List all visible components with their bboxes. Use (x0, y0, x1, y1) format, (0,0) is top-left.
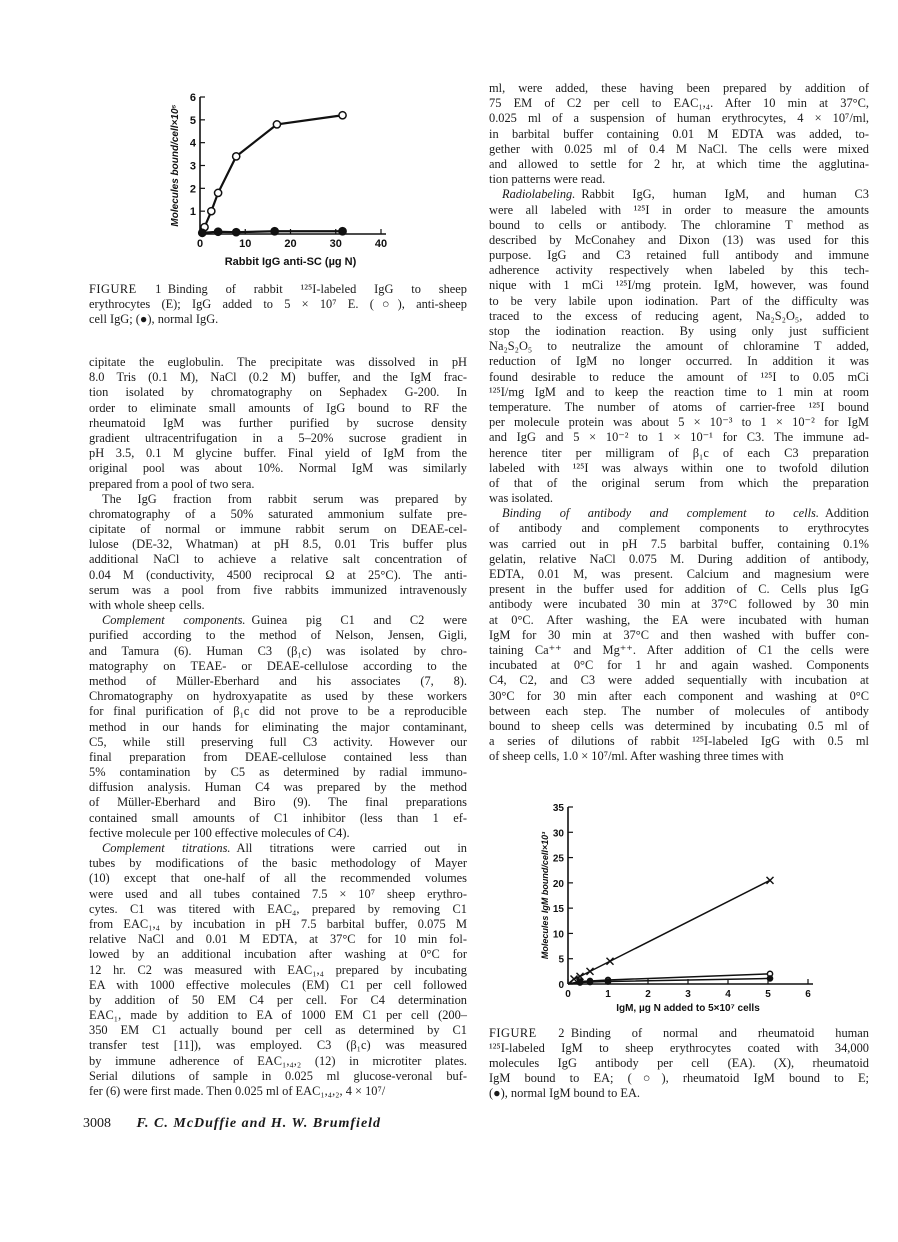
y-axis-label: Molecules bound/cell×10⁵ (170, 104, 181, 227)
line-text: 0.04 M (conductivity, 4500 reciprocal Ω at 25°C). The anti- (89, 567, 467, 582)
text-line (489, 248, 869, 263)
line-text: 5% contamination by C5 as determined by radial immuno- (89, 765, 467, 780)
text-line (489, 689, 869, 704)
y-tick-label: 20 (552, 878, 564, 890)
running-authors: F. C. McDuffie and H. W. Brumfield (136, 1116, 382, 1131)
text-line (489, 309, 869, 324)
text-line (89, 1008, 467, 1023)
data-point-filled-circle (271, 228, 278, 235)
line-text: antibody were incubated 30 min at 37°C followed by 30 min (489, 597, 869, 612)
text-line (89, 431, 467, 446)
text-line (489, 187, 869, 202)
line-text: described by McConahey and Dixon (13) was used for this (489, 232, 869, 247)
line-text: EA with 1000 effective molecules (EM) C1 per cell followed (89, 977, 467, 992)
line-text: by immune adherence of EAC₁,₄,₂ (12) in microtiter plates. (89, 1053, 467, 1068)
line-text: Addition (824, 506, 869, 521)
line-text: order to eliminate small amounts of IgG bound to RF the (89, 400, 467, 415)
y-tick-label: 5 (189, 114, 196, 127)
text-line (489, 339, 869, 354)
x-tick-label: 5 (765, 989, 771, 1000)
figure-1-caption (89, 282, 467, 327)
text-line (489, 157, 869, 172)
x-tick-label: 0 (196, 238, 204, 250)
text-line (89, 978, 467, 993)
line-text: of sheep cells, 1.0 × 10⁷/ml. After washing three times with (489, 749, 784, 764)
text-line (89, 689, 467, 704)
chart-2 (540, 803, 813, 1014)
data-point-open-circle (339, 112, 346, 119)
text-line (489, 354, 869, 369)
text-line (89, 720, 467, 735)
line-text: All titrations were carried out in (236, 841, 467, 855)
line-text: lowed by an additional incubation after washing at 0°C for (89, 947, 467, 962)
line-text: Serial dilutions of sample in 0.025 ml glucose-veronal buf- (89, 1068, 467, 1083)
x-tick-label: 3 (685, 989, 691, 1000)
data-point-filled-circle (767, 976, 772, 981)
text-line (489, 582, 869, 597)
text-line (89, 370, 467, 385)
line-text: reduction of IgM no longer occurred. In addition it was (489, 354, 869, 369)
text-line (89, 522, 467, 537)
line-text: Chromatography on hydroxyapatite as used by these workers (89, 689, 467, 704)
line-text: tion isolated by chromatography on Sephadex G-200. In (89, 385, 467, 400)
caption-text: ¹²⁵I-labeled IgM to sheep erythrocytes coated with 34,000 (489, 1041, 869, 1055)
y-tick-label: 3 (189, 160, 196, 173)
text-line (489, 506, 869, 521)
text-line (89, 355, 467, 370)
series-line-rheumatoid-IgM-bound-to-EA (568, 880, 770, 984)
text-line (489, 385, 869, 400)
figure-label: FIGURE 2 (489, 1026, 565, 1040)
line-text: pH 3.5, 0.1 M glycine buffer. Final yield of IgM from the (89, 446, 467, 461)
line-text: gether with 0.025 ml of 0.4 M NaCl. The cells were mixed (489, 141, 869, 156)
line-text: lulose (DE-32, Whatman) at pH 8.5, 0.01 Tris buffer plus (89, 537, 467, 552)
x-tick-label: 6 (805, 989, 811, 1000)
data-point-x-marker (767, 877, 774, 884)
caption-line (89, 297, 467, 312)
y-tick-label: 5 (558, 954, 564, 966)
line-text: were all labeled with ¹²⁵I in order to measure the amounts (489, 202, 869, 217)
text-line (489, 415, 869, 430)
line-text: traced to the excess of reducing agent, Na₂S₂O₅, added to (489, 308, 869, 323)
text-line (489, 111, 869, 126)
text-line (89, 947, 467, 962)
text-line (89, 401, 467, 416)
text-line (489, 294, 869, 309)
line-text: transfer test [11]), was employed. C3 (β₁c) was measured (89, 1038, 467, 1053)
y-tick-label: 2 (189, 183, 196, 196)
line-text: at 0°C. After washing, the EA were incubated with human (489, 612, 869, 627)
line-text: found desirable to reduce the amount of ¹²⁵I to 0.05 mCi (489, 369, 869, 384)
caption-text: erythrocytes (E); IgG added to 5 × 10⁷ E. (○), anti-sheep (89, 297, 467, 311)
text-line (489, 613, 869, 628)
data-point-filled-circle (587, 979, 592, 984)
line-text: EDTA, 0.01 M, was present. Calcium and magnesium were (489, 567, 869, 581)
line-text: additional NaCl to achieve a relative salt concentration of (89, 552, 467, 567)
text-line (89, 1084, 467, 1099)
figure-2-caption (489, 1026, 869, 1101)
text-line (89, 1038, 467, 1053)
text-line (489, 203, 869, 218)
text-line (89, 1054, 467, 1069)
text-line (489, 218, 869, 233)
text-line (89, 735, 467, 750)
line-text: serum was a pool from five rabbits immunized intravenously (89, 582, 467, 597)
x-tick-label: 4 (725, 989, 731, 1000)
line-text: cipitate of normal or immune rabbit serum on DEAE-cel- (89, 522, 467, 537)
line-text: of that of the original serum from which the preparation (489, 475, 869, 490)
caption-line (489, 1041, 869, 1056)
text-line (489, 628, 869, 643)
page-number: 3008 (83, 1116, 111, 1131)
line-text: rheumatoid IgM was further purified by sucrose density (89, 415, 467, 430)
text-line (489, 461, 869, 476)
line-text: temperature. The number of atoms of carrier-free ¹²⁵I bound (489, 399, 869, 414)
data-point-open-circle (215, 189, 222, 196)
text-line (489, 172, 869, 187)
data-point-x-marker (571, 975, 578, 982)
line-text: diffusion analysis. Human C4 was prepared by the method (89, 780, 467, 795)
text-line (489, 491, 869, 506)
caption-line (489, 1056, 869, 1071)
line-text: fer (6) were first made. Then 0.025 ml of EAC₁,₄,₂, 4 × 10⁷/ (89, 1084, 386, 1098)
text-line (89, 477, 467, 492)
y-tick-label: 10 (552, 929, 564, 941)
x-axis-label: IgM, µg N added to 5×10⁷ cells (616, 1003, 760, 1014)
line-text: present in the buffer used for addition of C. Cells plus IgG (489, 582, 869, 597)
line-text: IgM for 30 min at 37°C and then washed with buffer con- (489, 627, 869, 642)
data-point-filled-circle (577, 980, 582, 985)
text-line (489, 278, 869, 293)
text-line (489, 749, 869, 764)
line-text: purpose. IgG and C3 retained full antibody and immune (489, 248, 869, 263)
text-line (89, 856, 467, 871)
text-line (89, 795, 467, 810)
text-line (89, 598, 467, 613)
text-line (89, 492, 467, 507)
text-line (489, 96, 869, 111)
text-line (89, 507, 467, 522)
page-footer (83, 1116, 381, 1132)
caption-text: molecules IgG antibody per cell (EA). (X), rheumatoid (489, 1056, 869, 1070)
line-text: 0.025 ml of a suspension of human erythrocytes, 4 × 10⁷/ml, (489, 111, 869, 126)
line-text: of antibody and complement components to erythrocytes (489, 521, 869, 536)
y-axis-label: Molecules IgM bound/cell×10³ (540, 831, 550, 960)
line-text: purified according to the method of Nelson, Jensen, Gigli, (89, 628, 467, 643)
text-line (89, 765, 467, 780)
text-line (489, 658, 869, 673)
line-text: in barbital buffer containing 0.01 M EDTA was added, to- (489, 126, 869, 141)
line-text: for final purification of β₁c did not prove to be a reproducible (89, 704, 467, 719)
line-text: fective molecule per 100 effective molecules of C4). (89, 825, 350, 840)
text-line (489, 552, 869, 567)
text-line (489, 446, 869, 461)
x-tick-label: 10 (239, 238, 252, 250)
text-line (89, 461, 467, 476)
line-text: were used and all tubes contained 7.5 × 10⁷ sheep erythro- (89, 886, 467, 901)
text-line (489, 734, 869, 749)
text-line (489, 430, 869, 445)
text-line (89, 704, 467, 719)
text-line (489, 324, 869, 339)
caption-line (89, 312, 467, 327)
line-text: ¹²⁵I/mg IgM and to keep the reaction time to 1 min at room (489, 384, 869, 399)
line-text: cytes. C1 was titered with EAC₄, prepared by removing C1 (89, 901, 467, 916)
text-line (89, 644, 467, 659)
text-line (489, 127, 869, 142)
y-tick-label: 0 (558, 980, 564, 991)
line-text: tion patterns were read. (489, 172, 606, 187)
line-text: and Tamura (6). Human C3 (β₁c) was isolated by chro- (89, 643, 467, 658)
line-text: chromatography of a 50% saturated ammonium sulfate pre- (89, 506, 467, 521)
x-tick-label: 2 (645, 989, 651, 1000)
line-text: method of Müller-Eberhard and his associates (7, 8). (89, 673, 467, 688)
line-text: was carried out in pH 7.5 barbital buffer, containing 0.1% (489, 536, 869, 551)
text-line (489, 233, 869, 248)
line-text: Na₂S₂O₅ to neutralize the amount of chloramine T added, (489, 339, 869, 354)
x-tick-label: 1 (605, 989, 611, 1000)
text-line (89, 628, 467, 643)
caption-line (89, 282, 467, 297)
text-line (489, 719, 869, 734)
line-text: 12 hr. C2 was measured with EAC₁,₄ prepared by incubating (89, 962, 467, 977)
line-text: stop the iodination reaction. By using only just sufficient (489, 324, 869, 338)
line-text: of Müller-Eberhard and Biro (9). The final preparations (89, 795, 467, 810)
data-point-open-circle (273, 121, 280, 128)
text-line (89, 568, 467, 583)
text-line (489, 521, 869, 536)
line-text: and allowed to settle for 2 hr, at which time the agglutina- (489, 156, 869, 171)
text-line (89, 613, 467, 628)
y-tick-label: 35 (552, 803, 564, 814)
line-text: adherence activity respectively when labeled by this tech- (489, 263, 869, 278)
line-text: gradient ultracentrifugation in a 5–20% sucrose gradient in (89, 430, 467, 445)
data-point-filled-circle (339, 228, 346, 235)
line-text: to be very labile upon iodination. Part of the difficulty was (489, 293, 869, 308)
text-line (489, 263, 869, 278)
line-text: 75 EM of C2 per cell to EAC₁,₄. After 10 min at 37°C, (489, 96, 869, 111)
data-point-filled-circle (233, 229, 240, 236)
caption-text: IgM bound to EA; (○), rheumatoid IgM bound to E; (489, 1071, 869, 1085)
line-text: between each step. The number of molecules of antibody (489, 703, 869, 718)
right-text-column (489, 81, 869, 764)
series-line-anti-sheep-cell-IgG (200, 115, 343, 234)
caption-line (489, 1071, 869, 1086)
text-line (89, 674, 467, 689)
line-text: Rabbit IgG, human IgM, and human C3 (581, 187, 869, 202)
line-text: 8.0 Tris (0.1 M), NaCl (0.2 M) buffer, and the IgM frac- (89, 370, 467, 385)
y-tick-label: 1 (189, 206, 196, 219)
line-text: from EAC₁,₄ by incubation in pH 7.5 barbital buffer, 0.075 M (89, 916, 467, 931)
x-tick-label: 40 (374, 238, 388, 250)
line-text: EAC₁, made by addition to EA of 1000 EM C1 per cell (200– (89, 1008, 467, 1023)
line-text: original pool was about 10%. Normal IgM was similarly (89, 461, 467, 476)
line-text: 30°C for 30 min after each component and washing at 0°C (489, 688, 869, 703)
line-text: was isolated. (489, 491, 554, 506)
left-text-column (89, 355, 467, 1099)
text-line (89, 583, 467, 598)
x-tick-label: 0 (565, 989, 571, 1000)
text-line (89, 537, 467, 552)
section-heading: Complement titrations. (102, 841, 231, 855)
text-line (89, 446, 467, 461)
text-line (89, 963, 467, 978)
text-line (89, 841, 467, 856)
section-heading: Binding of antibody and complement to cells. (502, 506, 819, 521)
line-text: labeled with ¹²⁵I was always within one to twofold dilution (489, 460, 869, 475)
text-line (489, 597, 869, 612)
caption-line (489, 1026, 869, 1041)
line-text: matography on TEAE- or DEAE-cellulose according to the (89, 658, 467, 673)
data-point-x-marker (587, 968, 594, 975)
text-line (489, 81, 869, 96)
line-text: final preparation from DEAE-cellulose contained less than (89, 749, 467, 764)
data-point-open-circle (233, 153, 240, 160)
text-line (489, 643, 869, 658)
line-text: bound to sheep cells was determined by incubating 0.5 ml of (489, 718, 869, 733)
text-line (89, 917, 467, 932)
text-line (89, 887, 467, 902)
line-text: method in our hands for eliminating the major contaminant, (89, 719, 467, 734)
x-tick-label: 30 (329, 238, 342, 250)
section-heading: Complement components. (102, 613, 246, 628)
line-text: nique with 1 mCi ¹²⁵I/mg protein. IgM, however, was found (489, 278, 869, 293)
text-line (489, 142, 869, 157)
text-line (489, 704, 869, 719)
data-point-filled-circle (605, 979, 610, 984)
line-text: herence titer per milligram of β₁c of each C3 preparation (489, 445, 869, 460)
text-line (89, 811, 467, 826)
line-text: 350 EM C1 actually bound per cell as determined by C1 (89, 1023, 467, 1038)
line-text: taining Ca⁺⁺ and Mg⁺⁺. After addition of C1 the cells were (489, 642, 869, 657)
figure-label: FIGURE 1 (89, 282, 162, 296)
chart-1 (170, 92, 387, 268)
text-line (489, 400, 869, 415)
line-text: C5, while still preserving full C3 activity. However our (89, 734, 467, 749)
x-axis-label: Rabbit IgG anti-SC (µg N) (224, 256, 357, 268)
line-text: C4, C2, and C3 were added sequentially with incubation at (489, 673, 869, 688)
y-tick-label: 30 (552, 828, 564, 840)
text-line (89, 902, 467, 917)
line-text: relative NaCl and 0.01 M EDTA, at 37°C for 10 min fol- (89, 932, 467, 947)
line-text: gelatin, relative NaCl 0.075 M. During addition of antibody, (489, 551, 869, 566)
text-line (89, 659, 467, 674)
y-tick-label: 6 (189, 92, 196, 104)
text-line (89, 780, 467, 795)
data-point-filled-circle (199, 229, 206, 236)
text-line (89, 1023, 467, 1038)
line-text: with whole sheep cells. (89, 598, 205, 612)
text-line (89, 993, 467, 1008)
series-line-normal-IgM-bound-to-EA (568, 978, 770, 984)
x-tick-label: 20 (284, 238, 297, 250)
line-text: (10) except that one-half of all the recommended volumes (89, 871, 467, 886)
caption-line (489, 1086, 869, 1101)
line-text: per molecule protein was about 5 × 10⁻³ to 1 × 10⁻² for IgM (489, 415, 869, 430)
caption-text: Binding of rabbit ¹²⁵I-labeled IgG to sheep (167, 282, 468, 296)
text-line (89, 416, 467, 431)
data-point-x-marker (607, 958, 614, 965)
text-line (89, 826, 467, 841)
text-line (489, 673, 869, 688)
text-line (89, 750, 467, 765)
line-text: prepared from a pool of two sera. (89, 476, 255, 491)
line-text: cipitate the euglobulin. The precipitate was dissolved in pH (89, 355, 467, 369)
line-text: incubated at 0°C for 1 hr and again washed. Components (489, 658, 869, 673)
line-text: ml, were added, these having been prepared by addition of (489, 81, 869, 95)
text-line (89, 871, 467, 886)
y-tick-label: 25 (552, 853, 564, 865)
line-text: a series of dilutions of rabbit ¹²⁵I-labeled IgG with 0.5 ml (489, 734, 869, 749)
line-text: tubes by modifications of the basic methodology of Mayer (89, 856, 467, 871)
text-line (489, 476, 869, 491)
text-line (489, 567, 869, 582)
text-line (489, 370, 869, 385)
text-line (89, 1069, 467, 1084)
text-line (89, 932, 467, 947)
line-text: Guinea pig C1 and C2 were (251, 613, 467, 628)
data-point-filled-circle (215, 228, 222, 235)
text-line (89, 385, 467, 400)
line-text: by addition of 50 EM C4 per cell. For C4 determination (89, 992, 467, 1007)
y-tick-label: 4 (189, 137, 196, 150)
line-text: and IgG and 5 × 10⁻² to 1 × 10⁻¹ for C3. The immune ad- (489, 430, 869, 445)
line-text: bound to cells or antibody. The chloramine T method as (489, 217, 869, 232)
y-tick-label: 15 (552, 904, 564, 916)
data-point-open-circle (208, 208, 215, 215)
caption-text: (●), normal IgM bound to EA. (489, 1086, 640, 1100)
text-line (489, 537, 869, 552)
caption-text: cell IgG; (●), normal IgG. (89, 312, 219, 326)
section-heading: Radiolabeling. (502, 187, 576, 202)
caption-text: Binding of normal and rheumatoid human (570, 1026, 869, 1040)
line-text: The IgG fraction from rabbit serum was prepared by (102, 491, 467, 506)
text-line (89, 552, 467, 567)
line-text: contained small amounts of C1 inhibitor (less than 1 ef- (89, 810, 467, 825)
